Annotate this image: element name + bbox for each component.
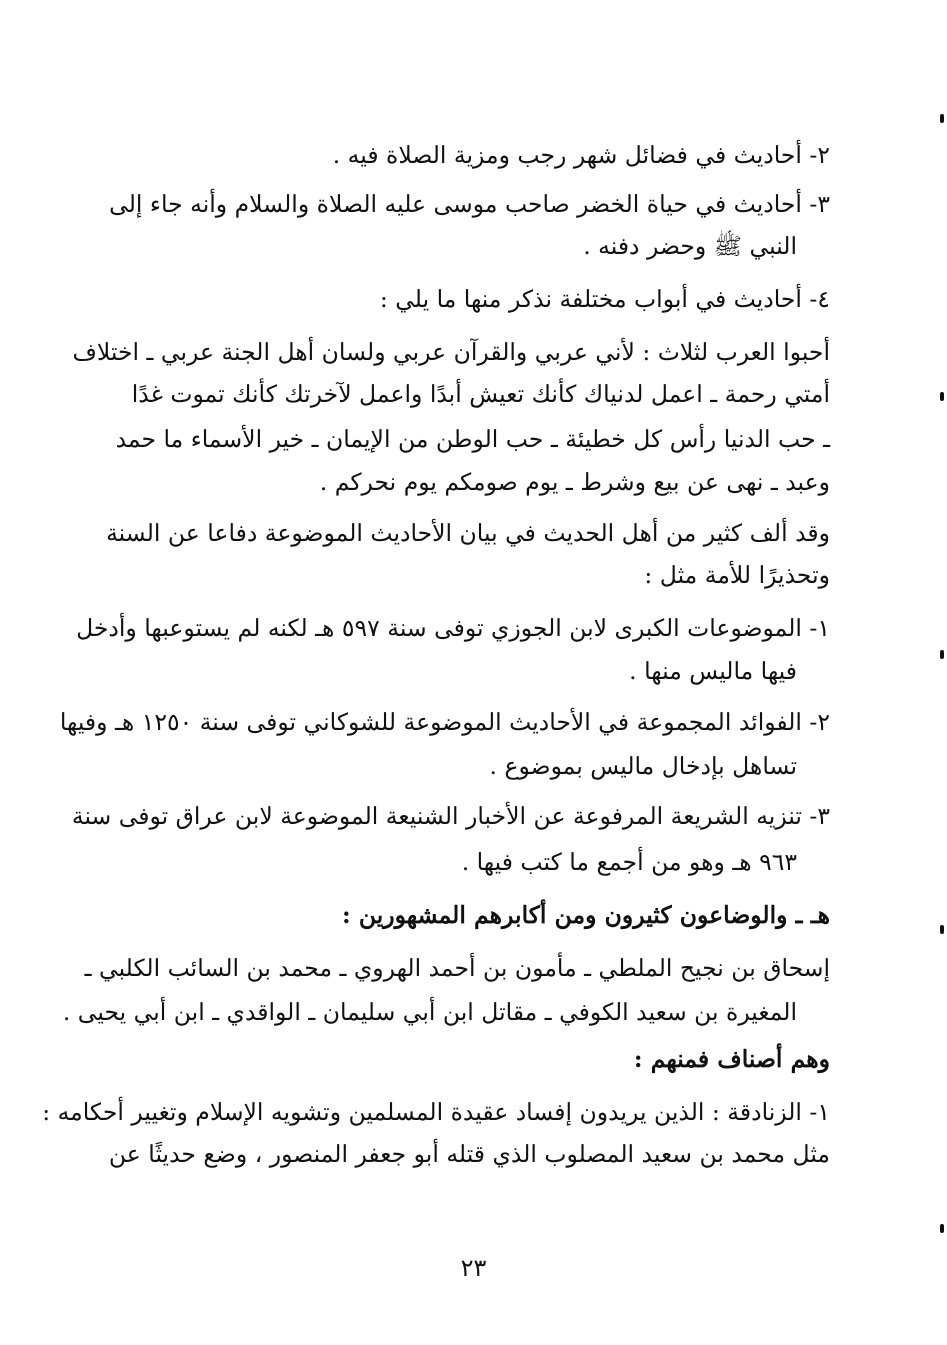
- text-line: إسحاق بن نجيح الملطي ـ مأمون بن أحمد الهروي ـ محمد بن السائب الكلبي ـ: [84, 954, 830, 982]
- text-line: ٢- الفوائد المجموعة في الأحاديث الموضوعة للشوكاني توفى سنة ١٢٥٠ هـ وفيها: [59, 708, 830, 736]
- text-line: ٣- تنزيه الشريعة المرفوعة عن الأخبار الشنيعة الموضوعة لابن عراق توفى سنة: [71, 802, 830, 830]
- text-line: وتحذيرًا للأمة مثل :: [644, 561, 830, 589]
- section-heading: وهم أصناف فمنهم :: [633, 1045, 830, 1073]
- text-line: ٤- أحاديث في أبواب مختلفة نذكر منها ما يلي :: [379, 285, 830, 313]
- scan-mark: [940, 1224, 944, 1233]
- text-line: فيها ماليس منها .: [629, 657, 797, 685]
- scan-mark: [940, 392, 944, 401]
- text-line: تساهل بإدخال ماليس بموضوع .: [489, 752, 797, 780]
- text-line: ٢- أحاديث في فضائل شهر رجب ومزية الصلاة فيه .: [332, 141, 830, 169]
- text-line: النبي ﷺ وحضر دفنه .: [583, 232, 797, 260]
- text-line: أمتي رحمة ـ اعمل لدنياك كأنك تعيش أبدًا واعمل لآخرتك كأنك تموت غدًا: [131, 380, 830, 408]
- text-line: المغيرة بن سعيد الكوفي ـ مقاتل ابن أبي سليمان ـ الواقدي ـ ابن أبي يحيى .: [62, 998, 797, 1026]
- text-line: ٩٦٣ هـ وهو من أجمع ما كتب فيها .: [461, 848, 797, 876]
- text-line: ١- الموضوعات الكبرى لابن الجوزي توفى سنة ٥٩٧ هـ لكنه لم يستوعبها وأدخل: [76, 614, 830, 642]
- section-heading: هـ ـ والوضاعون كثيرون ومن أكابرهم المشهورين :: [342, 901, 830, 929]
- text-line: ـ حب الدنيا رأس كل خطيئة ـ حب الوطن من الإيمان ـ خير الأسماء ما حمد: [115, 425, 830, 453]
- text-line: وقد ألف كثير من أهل الحديث في بيان الأحاديث الموضوعة دفاعا عن السنة: [106, 519, 830, 547]
- page-number: ٢٣: [460, 1254, 487, 1282]
- text-line: ٣- أحاديث في حياة الخضر صاحب موسى عليه الصلاة والسلام وأنه جاء إلى: [109, 190, 830, 218]
- scan-mark: [940, 114, 944, 123]
- text-line: وعبد ـ نهى عن بيع وشرط ـ يوم صومكم يوم نحركم .: [319, 468, 830, 496]
- scan-mark: [940, 925, 944, 934]
- text-line: ١- الزنادقة : الذين يريدون إفساد عقيدة المسلمين وتشويه الإسلام وتغيير أحكامه :: [42, 1098, 830, 1126]
- text-line: مثل محمد بن سعيد المصلوب الذي قتله أبو جعفر المنصور ، وضع حديثًا عن: [108, 1140, 830, 1168]
- text-line: أحبوا العرب لثلاث : لأني عربي والقرآن عربي ولسان أهل الجنة عربي ـ اختلاف: [72, 338, 830, 366]
- scan-mark: [940, 650, 944, 659]
